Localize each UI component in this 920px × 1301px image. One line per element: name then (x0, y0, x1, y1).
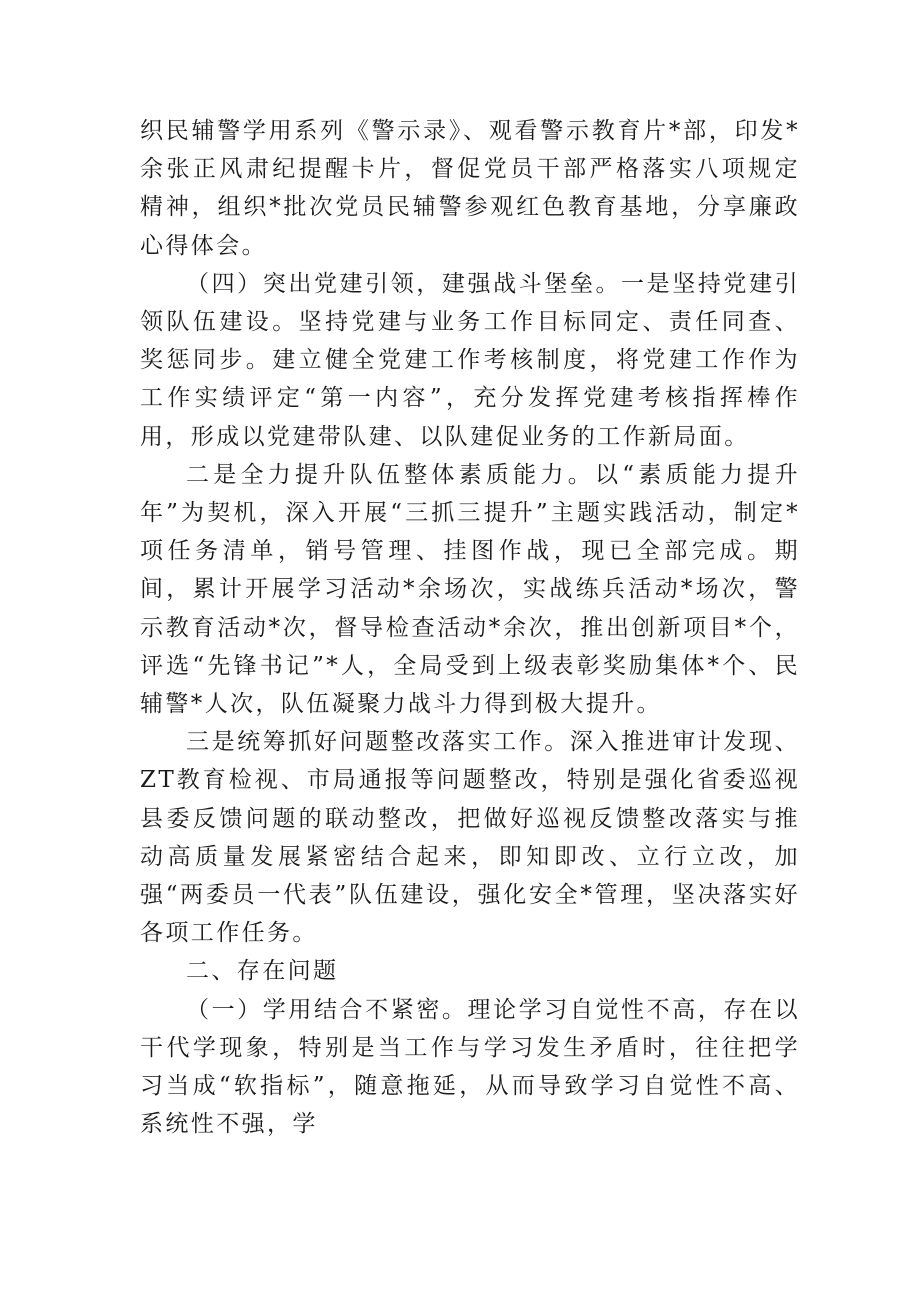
document-body (140, 112, 800, 1143)
paragraph-problem-one: （一）学用结合不紧密。理论学习自觉性不高，存在以干代学现象，特别是当工作与学习发生矛盾时，往往把学习当成“软指标”，随意拖延，从而导致学习自觉性不高、系统性不强，学 (140, 996, 800, 1138)
paragraph-continuation: 织民辅警学用系列《警示录》、观看警示教育片*部，印发*余张正风肃纪提醒卡片，督促党员干部严格落实八项规定精神，组织*批次党员民辅警参观红色教育基地，分享廉政心得体会。 (140, 118, 800, 259)
paragraph-section-four: （四）突出党建引领，建强战斗堡垒。一是坚持党建引领队伍建设。坚持党建与业务工作目标同定、责任同查、奖惩同步。建立健全党建工作考核制度，将党建工作作为工作实绩评定“第一内容”，充分发挥党建考核指挥棒作用，形成以党建带队建、以队建促业务的工作新局面。 (140, 270, 800, 450)
section-heading-problems: 二、存在问题 (186, 958, 339, 985)
paragraph-point-two: 二是全力提升队伍整体素质能力。以“素质能力提升年”为契机，深入开展“三抓三提升”主题实践活动，制定*项任务清单，销号管理、挂图作战，现已全部完成。期间，累计开展学习活动*余场次，实战练兵活动*场次，警示教育活动*次，督导检查活动*余次，推出创新项目*个，评选“先锋书记”*人，全局受到上级表彰奖励集体*个、民辅警*人次，队伍凝聚力战斗力得到极大提升。 (140, 461, 800, 718)
paragraph-point-three: 三是统筹抓好问题整改落实工作。深入推进审计发现、ZT教育检视、市局通报等问题整改，特别是强化省委巡视县委反馈问题的联动整改，把做好巡视反馈整改落实与推动高质量发展紧密结合起来，即知即改、立行立改，加强“两委员一代表”队伍建设，强化安全*管理，坚决落实好各项工作任务。 (140, 729, 800, 947)
